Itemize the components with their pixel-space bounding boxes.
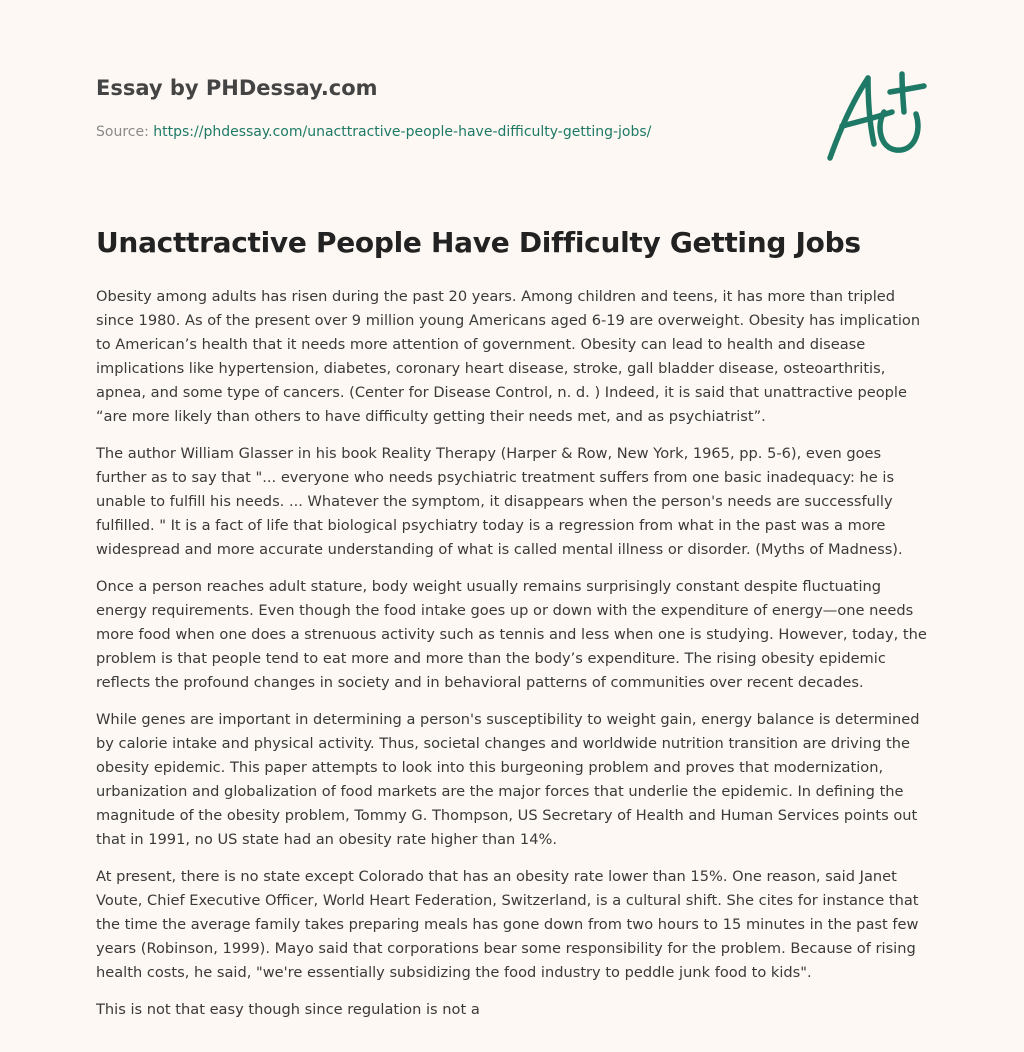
- a-plus-logo-icon: [822, 68, 932, 168]
- essay-paragraph: This is not that easy though since regulation is not a: [96, 1001, 480, 1018]
- source-link[interactable]: https://phdessay.com/unacttractive-people-have-difficulty-getting-jobs/: [153, 124, 652, 140]
- site-brand: Essay by PHDessay.com: [96, 76, 378, 100]
- essay-paragraph: The author William Glasser in his book Reality Therapy (Harper & Row, New York, 1965, pp. 5-6), even goes further as to say that "... everyone who needs psychiatric treatment suffers from one basic inadequacy: he is unable to fulfill his needs. ... Whatever the symptom, it disappears when the person's needs are successfully fulfilled. " It is a fact of life that biological psychiatry today is a regression from what in the past was a more widespread and more accurate understanding of what is called mental illness or disorder. (Myths of Madness).: [96, 445, 903, 558]
- source-label: Source:: [96, 124, 154, 140]
- essay-paragraph: Obesity among adults has risen during the past 20 years. Among children and teens, it has more than tripled since 1980. As of the present over 9 million young Americans aged 6-19 are overweight. Obesity has implication to American’s health that it needs more attention of government. Obesity can lead to health and disease implications like hypertension, diabetes, coronary heart disease, stroke, gall bladder disease, osteoarthritis, apnea, and some type of cancers. (Center for Disease Control, n. d. ) Indeed, it is said that unattractive people “are more likely than others to have difficulty getting their needs met, and as psychiatrist”.: [96, 288, 921, 425]
- essay-paragraph: At present, there is no state except Colorado that has an obesity rate lower than 15%. One reason, said Janet Voute, Chief Executive Officer, World Heart Federation, Switzerland, is a cultural shift. She cites for instance that the time the average family takes preparing meals has gone down from two hours to 15 minutes in the past few years (Robinson, 1999). Mayo said that corporations bear some responsibility for the problem. Because of rising health costs, he said, "we're essentially subsidizing the food industry to peddle junk food to kids".: [96, 868, 919, 981]
- source-line: [96, 124, 651, 140]
- essay-body: [96, 285, 928, 1035]
- essay-paragraph: Once a person reaches adult stature, body weight usually remains surprisingly constant despite fluctuating energy requirements. Even though the food intake goes up or down with the expenditure of energy—one needs more food when one does a strenuous activity such as tennis and less when one is studying. However, today, the problem is that people tend to eat more and more than the body’s expenditure. The rising obesity epidemic reflects the profound changes in society and in behavioral patterns of communities over recent decades.: [96, 578, 927, 691]
- essay-paragraph: While genes are important in determining a person's susceptibility to weight gain, energy balance is determined by calorie intake and physical activity. Thus, societal changes and worldwide nutrition transition are driving the obesity epidemic. This paper attempts to look into this burgeoning problem and proves that modernization, urbanization and globalization of food markets are the major forces that underlie the epidemic. In defining the magnitude of the obesity problem, Tommy G. Thompson, US Secretary of Health and Human Services points out that in 1991, no US state had an obesity rate higher than 14%.: [96, 711, 920, 848]
- essay-title: Unacttractive People Have Difficulty Getting Jobs: [96, 226, 861, 259]
